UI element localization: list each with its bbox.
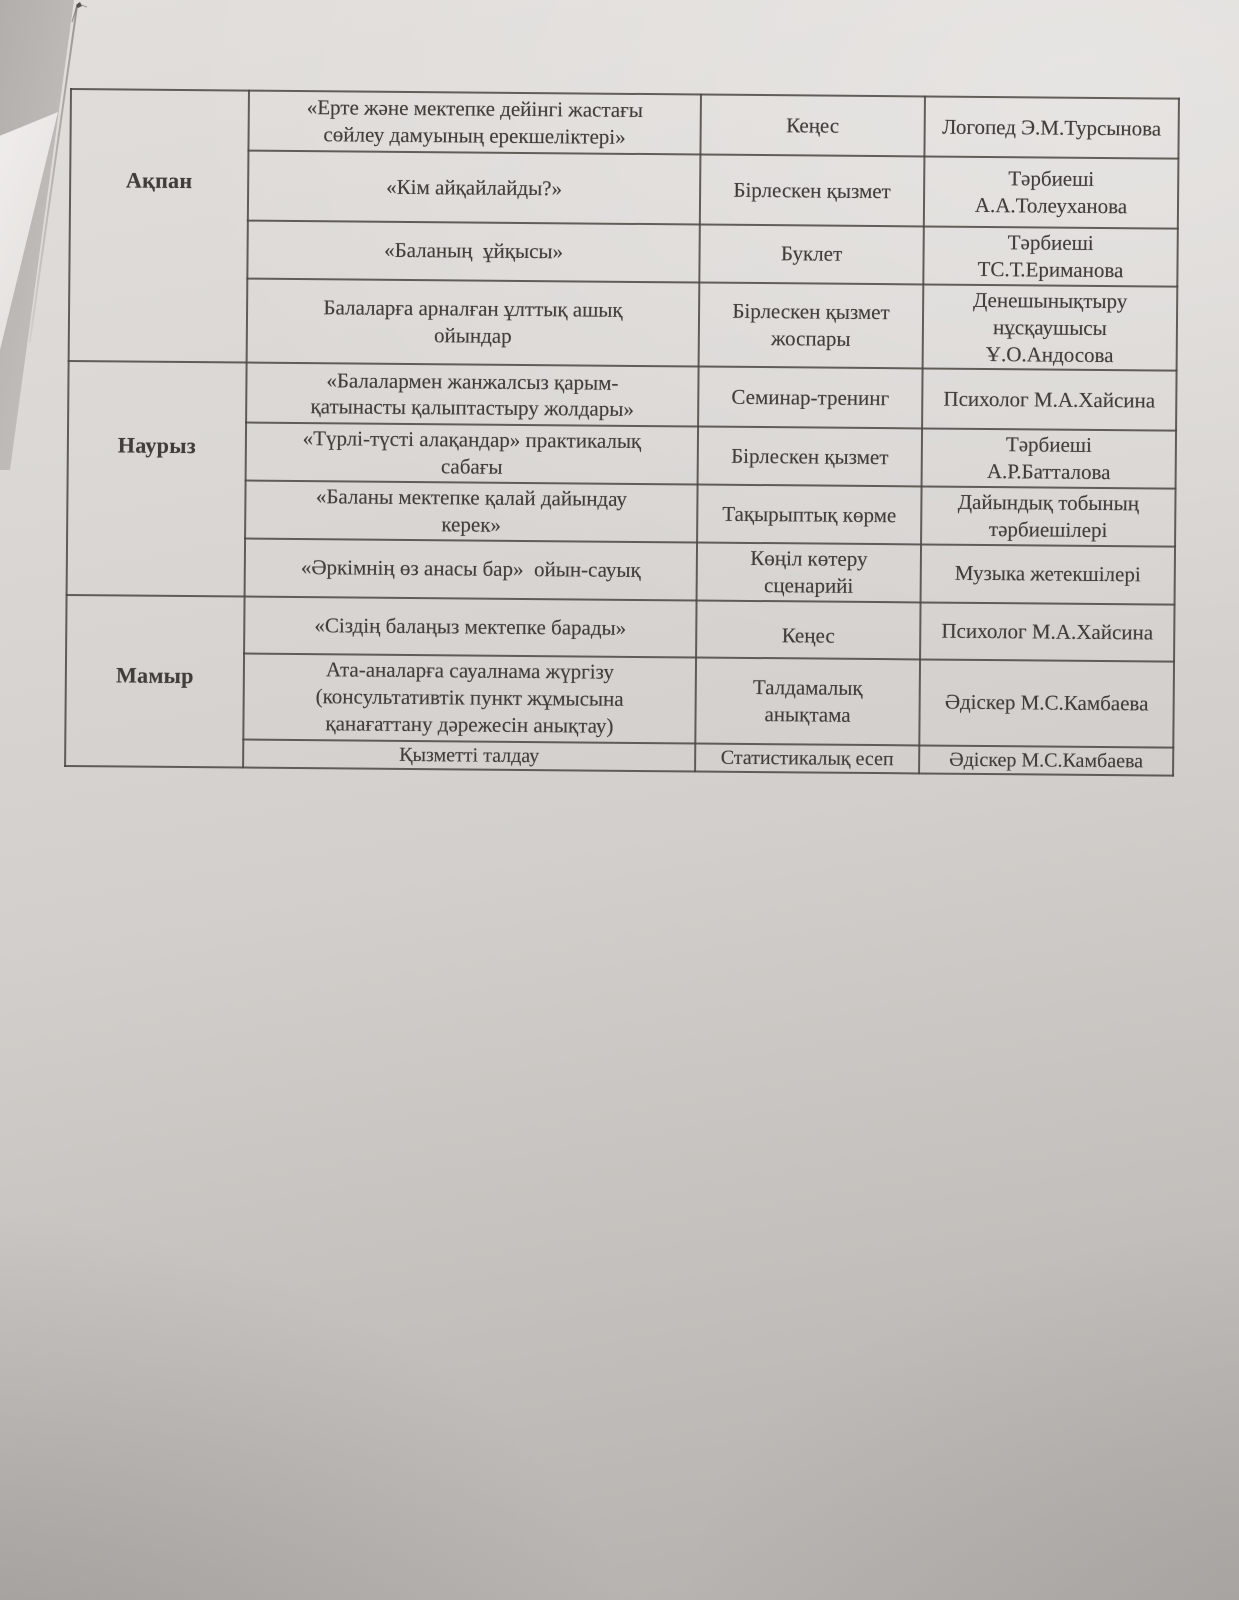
format-cell: Талдамалық анықтама: [695, 657, 920, 745]
month-cell-akpan: Ақпан: [69, 89, 249, 363]
format-cell: Кеңес: [696, 600, 920, 659]
responsible-cell: Тәрбиеші ТС.Т.Ериманова: [923, 226, 1177, 286]
format-cell: Кеңес: [700, 95, 925, 157]
format-cell: Бірлескен қызмет: [700, 155, 925, 227]
activity-cell: «Әркімнің өз анасы бар» ойын-сауық: [245, 538, 697, 600]
table-row: [68, 361, 1176, 431]
format-cell: Көңіл көтеру сценарийі: [697, 542, 921, 602]
activity-plan-table: [64, 88, 1180, 776]
format-cell: Тақырыптық көрме: [697, 485, 921, 545]
format-cell: Статистикалық есеп: [695, 743, 919, 773]
activity-cell: «Сіздің балаңыз мектепке барады»: [244, 596, 696, 657]
activity-cell: Ата-аналарға сауалнама жүргізу (консультативтік пункт жұмысына қанағаттану дәрежесін анықтау): [243, 653, 696, 743]
activity-cell: Қызметті талдау: [243, 739, 695, 771]
activity-cell: «Түрлі-түсті алақандар» практикалық сабағы: [246, 423, 698, 485]
activity-cell: «Ерте және мектепке дейінгі жастағы сөйлеу дамуының ерекшеліктері»: [248, 91, 701, 155]
responsible-cell: Психолог М.А.Хайсина: [920, 602, 1174, 661]
activity-cell: Балаларға арналған ұлттық ашық ойындар: [247, 278, 700, 367]
responsible-cell: Тәрбиеші А.Р.Батталова: [922, 429, 1176, 489]
format-cell: Буклет: [699, 225, 923, 285]
responsible-cell: Денешынықтыру нұсқаушысы Ұ.О.Андосова: [923, 284, 1178, 371]
responsible-cell: Психолог М.А.Хайсина: [922, 369, 1177, 431]
responsible-cell: Әдіскер М.С.Камбаева: [919, 745, 1173, 775]
month-cell-nauryz: Наурыз: [67, 361, 247, 596]
activity-cell: «Кім айқайлайды?»: [248, 151, 701, 225]
responsible-cell: Әдіскер М.С.Камбаева: [919, 659, 1174, 747]
month-cell-mamyr: Мамыр: [65, 595, 244, 768]
responsible-cell: Музыка жетекшілері: [921, 544, 1175, 604]
activity-cell: «Баланың ұйқысы»: [247, 221, 699, 283]
activity-cell: «Балалармен жанжалсыз қарым- қатынасты қалыптастыру жолдары»: [246, 363, 699, 427]
activity-cell: «Баланы мектепке қалай дайындау керек»: [245, 481, 697, 543]
table-row: [66, 595, 1174, 662]
pen-mark: [64, 0, 92, 24]
format-cell: Семинар-тренинг: [698, 367, 923, 429]
responsible-cell: Дайындық тобының тәрбиешілері: [921, 487, 1175, 547]
format-cell: Бірлескен қызмет: [698, 427, 922, 487]
responsible-cell: Тәрбиеші А.А.Толеуханова: [924, 156, 1179, 228]
table-row: [70, 89, 1178, 159]
responsible-cell: Логопед Э.М.Турсынова: [924, 96, 1179, 158]
format-cell: Бірлескен қызмет жоспары: [699, 282, 924, 369]
